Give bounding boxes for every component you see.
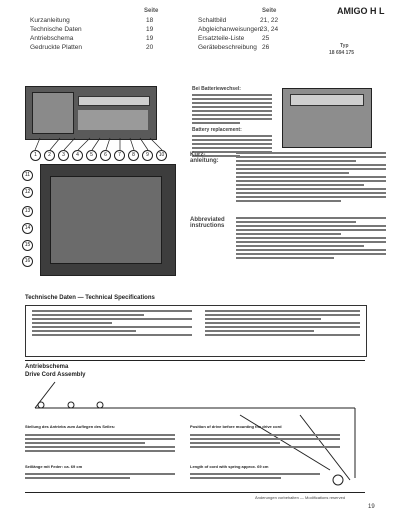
drive-right-foot: Length of cord with spring approx. 69 cm [190, 464, 269, 469]
drive-right-text [190, 432, 340, 450]
typ-label: Typ [340, 43, 349, 49]
callout-1: 1 [30, 150, 41, 161]
page-number: 19 [368, 504, 375, 510]
callout-6: 6 [100, 150, 111, 161]
col-label-right: Seite [262, 8, 277, 14]
drive-left-text [25, 432, 175, 454]
drive-left-foot: Seillänge mit Feder: ca. 69 cm [25, 464, 83, 469]
drive-left-title: Stellung des Antriebs zum Auflegen des Seiles: [25, 424, 116, 429]
callout-3: 3 [58, 150, 69, 161]
callout-8: 8 [128, 150, 139, 161]
drive-right-title: Position of drive before mounting the drive cord [190, 424, 282, 429]
drive-right-foot-text [190, 471, 320, 481]
tech-specs-title: Technische Daten — Technical Specifications [25, 295, 155, 301]
drive-subtitle: Drive Cord Assembly [25, 372, 86, 378]
drive-title: Antriebschema [25, 364, 69, 370]
battery-title-en: Battery replacement: [192, 127, 242, 133]
callout-4: 4 [72, 150, 83, 161]
short-instructions-en-title: Abbreviated instructions [190, 217, 225, 229]
callout-15: 15 [22, 240, 33, 251]
footer-note: Änderungen vorbehalten — Modifications reserved [255, 495, 346, 500]
callout-7: 7 [114, 150, 125, 161]
callout-9: 9 [142, 150, 153, 161]
short-instructions-de-title: Kurz- anleitung: [190, 152, 219, 164]
toc-row: Antriebschema 19 Ersatzteile-Liste 25 [30, 35, 270, 42]
callout-14: 14 [22, 223, 33, 234]
toc-row: Kurzanleitung 18 Schaltbild 21, 22 [30, 17, 279, 24]
callout-2: 2 [44, 150, 55, 161]
drive-left-foot-text [25, 471, 175, 481]
callout-16: 16 [22, 256, 33, 267]
toc-row: Gedruckte Platten 20 Gerätebeschreibung 26 [30, 44, 270, 51]
col-label-left: Seite [144, 8, 159, 14]
callout-12: 12 [22, 187, 33, 198]
battery-title-de: Bei Batteriewechsel: [192, 86, 241, 92]
toc-row: Technische Daten 19 Abgleichanweisungen 23, 24 [30, 26, 279, 33]
model-title: AMIGO H L [337, 6, 385, 16]
typ-value: 18 694 175 [329, 50, 355, 56]
callout-10: 10 [156, 150, 167, 161]
callout-13: 13 [22, 206, 33, 217]
callout-5: 5 [86, 150, 97, 161]
callout-11: 11 [22, 170, 33, 181]
footer-rule [25, 492, 365, 493]
